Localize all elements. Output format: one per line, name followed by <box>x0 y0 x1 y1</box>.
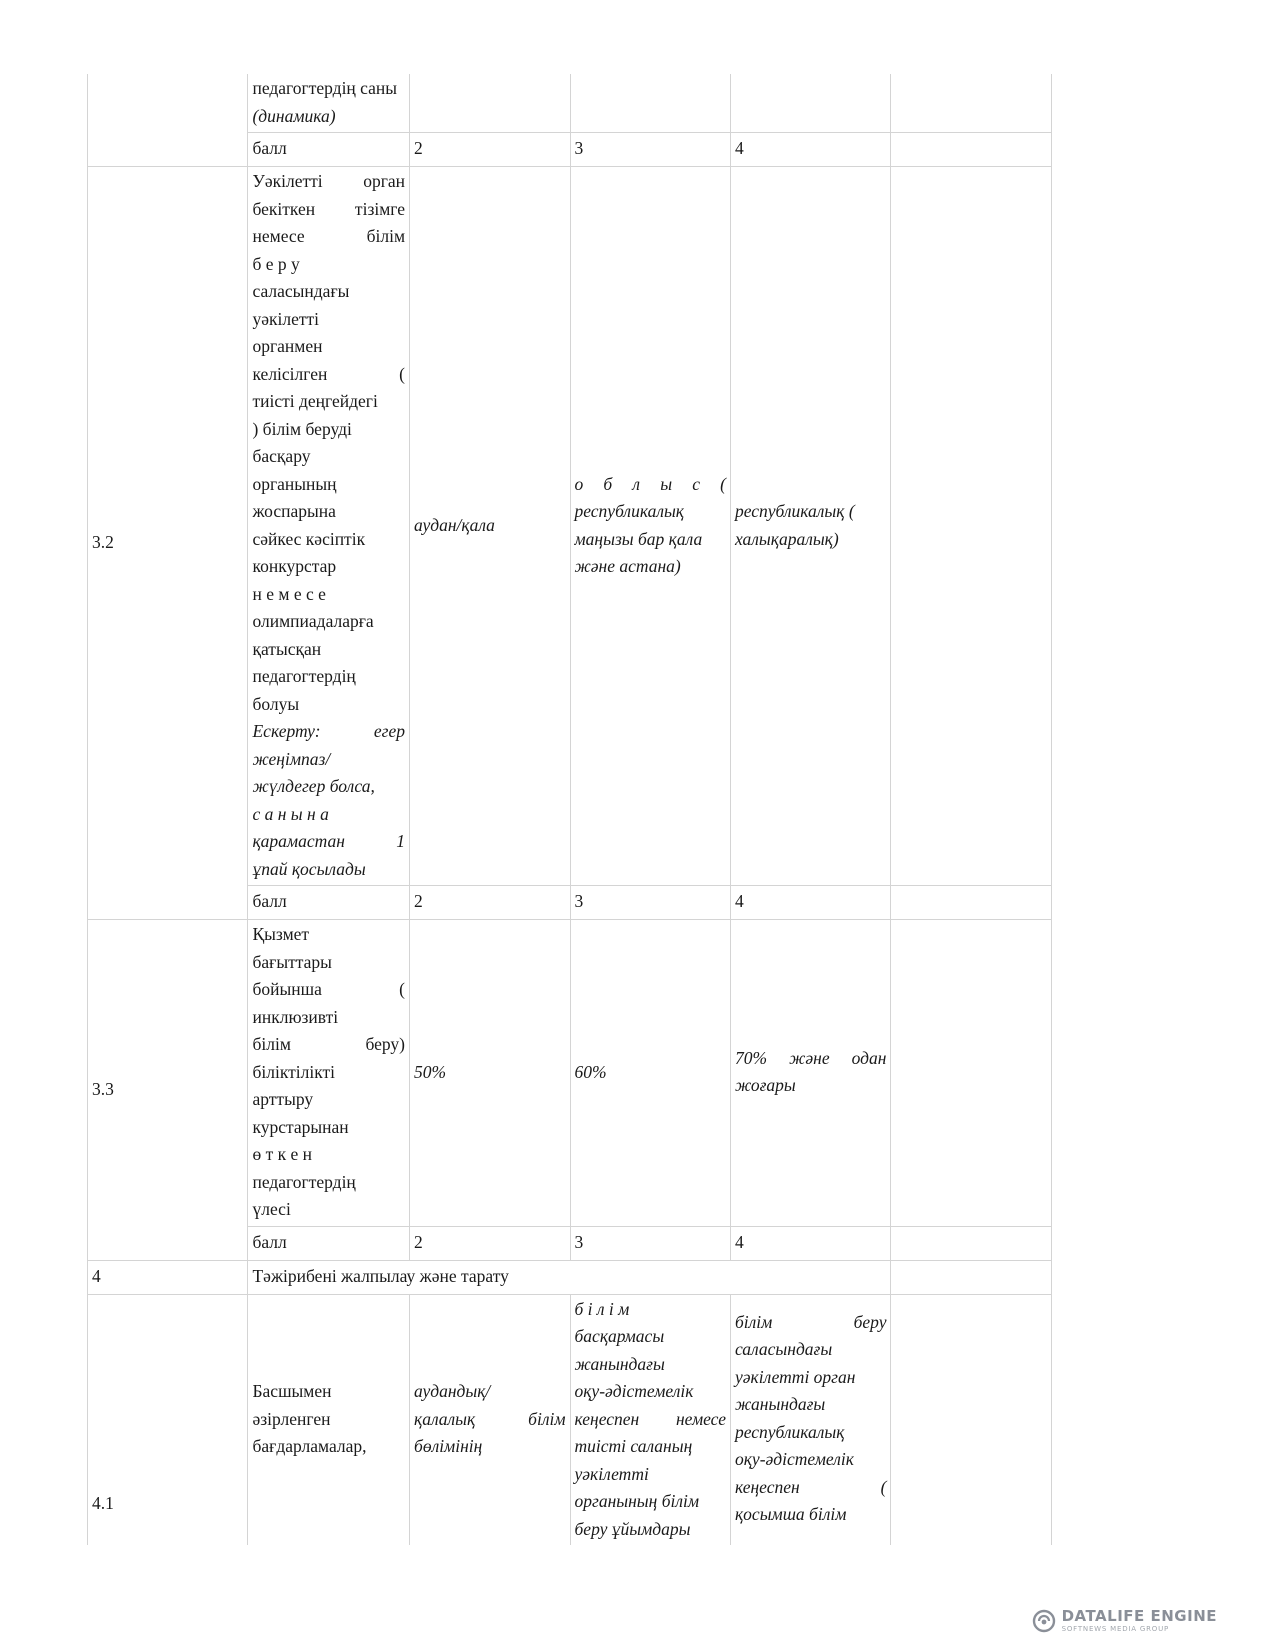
level-line: және астана) <box>574 556 681 576</box>
empty-cell <box>891 1226 1052 1260</box>
empty-cell <box>891 167 1052 886</box>
level-line: республикалық <box>574 501 684 521</box>
criterion-cell <box>248 1294 410 1545</box>
table-row-4 <box>88 1260 1052 1294</box>
level-line: о б л ы с ( <box>574 473 726 494</box>
criterion-line: н е м е с е <box>252 583 326 604</box>
ball-label: балл <box>248 1226 410 1260</box>
criterion-cell <box>248 920 410 1227</box>
criterion-line: саласындағы <box>252 281 350 301</box>
row-number: 3.2 <box>88 167 248 920</box>
note-line: с а н ы н а <box>252 803 329 824</box>
criterion-line: органмен <box>252 336 323 356</box>
criterion-line: бойынша ( <box>252 979 406 999</box>
criterion-line: басқару <box>252 446 311 466</box>
criterion-line: немесе білім <box>252 226 406 246</box>
criterion-italic-text: (динамика) <box>252 105 336 126</box>
criterion-line: сәйкес кәсіптік <box>252 528 366 549</box>
level-line: халықаралық) <box>734 528 839 549</box>
ball-label: балл <box>248 886 410 920</box>
level-line: жанындағы <box>734 1394 826 1414</box>
ball-score: 2 <box>410 886 570 920</box>
criterion-line: бағдарламалар, <box>252 1436 367 1456</box>
criterion-cell <box>248 74 410 133</box>
criterion-line: Басшымен <box>252 1381 332 1401</box>
watermark-subtitle: SOFTNEWS MEDIA GROUP <box>1061 1625 1170 1633</box>
criterion-line: тиісті деңгейдегі <box>252 391 378 411</box>
row-number-cell <box>88 74 248 167</box>
criterion-line: бекіткен тізімге <box>252 198 406 219</box>
level-line: оқу-әдістемелік <box>734 1449 854 1469</box>
table-row-3-3 <box>88 920 1052 1227</box>
table-row-4-1 <box>88 1294 1052 1545</box>
level-3-cell <box>730 167 890 886</box>
empty-cell <box>891 1260 1052 1294</box>
ball-score: 2 <box>410 1226 570 1260</box>
criterion-text: педагогтердің саны <box>252 78 398 98</box>
level-line: жоғары <box>734 1075 796 1096</box>
criterion-line: ) білім беруді <box>252 418 352 439</box>
level-line: органының білім <box>574 1491 700 1511</box>
datalife-engine-logo-icon <box>1032 1609 1056 1633</box>
ball-score: 4 <box>730 1226 890 1260</box>
level-2-cell: 60% <box>570 920 730 1227</box>
criterion-line: конкурстар <box>252 556 337 576</box>
level-line: уәкілетті орган <box>734 1366 856 1387</box>
level-1-cell: аудан/қала <box>410 167 570 886</box>
criterion-line: курстарынан <box>252 1116 349 1137</box>
level-2-cell <box>570 1294 730 1545</box>
level-line: беру ұйымдары <box>574 1518 691 1539</box>
level-line: маңызы бар қала <box>574 528 703 549</box>
level-line: жанындағы <box>574 1353 665 1374</box>
criterion-line: білім беру) <box>252 1034 406 1054</box>
level-3-cell <box>730 920 890 1227</box>
empty-cell <box>410 74 570 133</box>
level-line: бөлімінің <box>414 1436 483 1456</box>
ball-score: 3 <box>570 133 730 167</box>
level-line: кеңеспен ( <box>734 1476 887 1497</box>
ball-label: балл <box>248 133 410 167</box>
criterion-line: олимпиадаларға <box>252 611 374 631</box>
level-1-cell <box>410 1294 570 1545</box>
table-row <box>88 74 1052 133</box>
criterion-line: педагогтердің <box>252 666 356 686</box>
ball-score: 2 <box>410 133 570 167</box>
section-title: Тәжірибені жалпылау және тарату <box>248 1260 891 1294</box>
level-line: б і л і м <box>574 1298 630 1319</box>
level-line: республикалық <box>734 1421 845 1442</box>
criterion-line: үлесі <box>252 1199 291 1219</box>
level-line: саласындағы <box>734 1339 833 1359</box>
note-line: Ескерту: егер <box>252 721 406 741</box>
criterion-line: бағыттары <box>252 951 332 972</box>
criterion-line: келісілген ( <box>252 363 406 384</box>
level-3-cell <box>730 1294 890 1545</box>
empty-cell <box>891 1294 1052 1545</box>
criterion-line: педагогтердің <box>252 1171 356 1192</box>
level-line: кеңеспен немесе <box>574 1408 726 1429</box>
criterion-line: арттыру <box>252 1089 314 1109</box>
criterion-line: жоспарына <box>252 501 336 521</box>
level-line: қалалық білім <box>414 1408 566 1429</box>
row-number: 4 <box>88 1260 248 1294</box>
ball-score: 4 <box>730 133 890 167</box>
empty-cell <box>730 74 890 133</box>
empty-cell <box>570 74 730 133</box>
criterion-line: ө т к е н <box>252 1144 313 1164</box>
note-line: ұпай қосылады <box>252 858 366 879</box>
empty-cell <box>891 133 1052 167</box>
criterion-line: біліктілікті <box>252 1061 336 1082</box>
level-2-cell <box>570 167 730 886</box>
empty-cell <box>891 886 1052 920</box>
level-line: қосымша білім <box>734 1504 847 1524</box>
row-number: 3.3 <box>88 920 248 1261</box>
ball-score: 4 <box>730 886 890 920</box>
level-1-cell: 50% <box>410 920 570 1227</box>
level-line: 70% және одан <box>734 1047 887 1068</box>
datalife-engine-watermark <box>1032 1609 1217 1633</box>
criterion-cell <box>248 167 410 886</box>
level-line: уәкілетті <box>574 1463 649 1484</box>
level-line: республикалық ( <box>734 501 855 521</box>
criterion-line: уәкілетті <box>252 308 320 329</box>
criteria-table <box>87 74 1052 1545</box>
note-line: қарамастан 1 <box>252 831 406 851</box>
note-line: жеңімпаз/ <box>252 748 331 769</box>
watermark-title: DATALIFE ENGINE <box>1061 1607 1217 1625</box>
criterion-line: инклюзивті <box>252 1006 339 1027</box>
table-row-3-2 <box>88 167 1052 886</box>
level-line: оқу-әдістемелік <box>574 1381 694 1401</box>
ball-score: 3 <box>570 886 730 920</box>
level-line: басқармасы <box>574 1326 665 1346</box>
criterion-line: органының <box>252 473 337 494</box>
criterion-line: болуы <box>252 693 300 714</box>
criterion-line: қатысқан <box>252 638 322 659</box>
level-line: аудандық/ <box>414 1381 491 1401</box>
criterion-line: әзірленген <box>252 1408 331 1429</box>
criterion-line: Қызмет <box>252 924 310 944</box>
empty-cell <box>891 74 1052 133</box>
level-line: білім беру <box>734 1311 887 1332</box>
note-line: жүлдегер болса, <box>252 776 375 796</box>
criterion-line: Уәкілетті орган <box>252 171 406 191</box>
ball-score: 3 <box>570 1226 730 1260</box>
empty-cell <box>891 920 1052 1227</box>
row-number: 4.1 <box>88 1294 248 1545</box>
criterion-line: б е р у <box>252 253 300 274</box>
level-line: тиісті саланың <box>574 1436 693 1456</box>
